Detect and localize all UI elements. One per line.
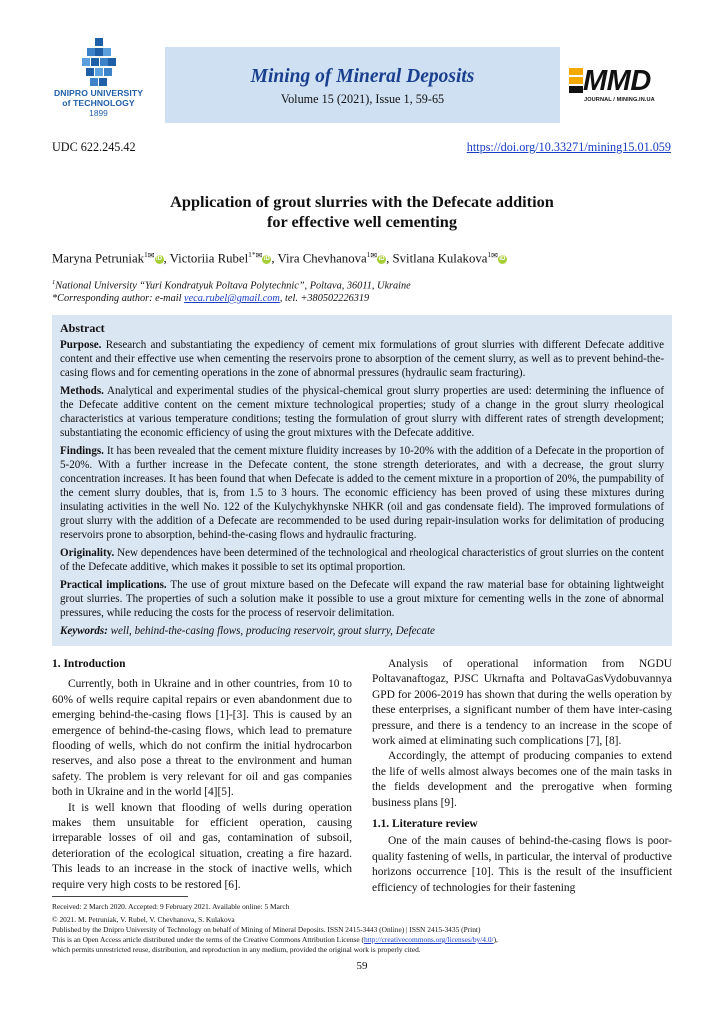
abstract-purpose-label: Purpose. [60,339,102,351]
body-column-right [372,657,672,896]
abstract-keywords [60,624,664,638]
abstract-findings [60,444,664,542]
university-name-line1: DNIPRO UNIVERSITY [53,88,144,98]
mmd-logo-text: MMD [583,65,651,97]
article-title-line2: for effective well cementing [266,212,457,231]
article-title [52,192,672,232]
abstract-methods [60,384,664,440]
author-list [52,250,507,266]
license-link[interactable]: http://creativecommons.org/licenses/by/4.0/ [363,935,494,944]
article-title-line1: Application of grout slurries with the Defecate addition [170,192,554,211]
author-name[interactable]: Maryna Petruniak [52,251,145,266]
corresponding-email-link[interactable]: veca.rubel@gmail.com [184,293,280,304]
abstract-methods-text: Analytical and experimental studies of the physical-chemical grout slurry properties are used: determining the influence of the Defecate additive content on the cement mixture technological properties; study of a change in the grout slurry rheological characteristics at various temperature conditions; testing the formulation of grout slurry with different rates of strength development; substantiating the economic efficiency of using the grout mixtures with the Defecate additive. [60,385,664,439]
abstract-practical-text: The use of grout mixture based on the Defecate will expand the raw material base for obtaining lightweight grout slurries. The properties of such a solution make it possible to use a grout mixture for cementing wells in the zone of abnormal pressures, while reducing the costs for the process of reservoir delimitation. [60,579,664,619]
author-separator: , [271,251,278,266]
body-column-left [52,657,352,893]
envelope-icon[interactable]: ✉ [491,251,498,261]
keywords-text: well, behind-the-casing flows, producing reservoir, grout slurry, Defecate [107,625,435,637]
abstract-purpose-text: Research and substantiating the expediency of cement mix formulations of grout slurries with different Defecate additive content and their effective use when cementing the reservoirs prone to absorption of the cement slurry, as well as to prevent behind-the-casing flows and for cementing operations in the zone of abnormal pressures (hydraulic seam fracturing). [60,339,664,379]
author-name[interactable]: Svitlana Kulakova [392,251,488,266]
body-paragraph: It is well known that flooding of wells during operation makes them unsuitable for efficient operation, causing irreparable losses of oil and gas, contamination of subsoil, deterioration of the ecological situation, creating a fire hazard. This leads to an increase in the stock of inactive wells, which require very high costs to be restored [6]. [52,801,352,891]
footnote-copyright: © 2021. M. Petruniak, V. Rubel, V. Chevhanova, S. Kulakova [52,915,235,924]
affiliation-sup: 1 [52,279,56,286]
abstract-originality [60,546,664,574]
envelope-icon[interactable]: ✉ [147,251,155,261]
orcid-icon[interactable]: iD [156,256,162,263]
abstract-practical [60,578,664,620]
abstract-practical-label: Practical implications. [60,579,167,591]
abstract-heading: Abstract [60,321,105,335]
author-separator: , [386,251,393,266]
abstract-methods-label: Methods. [60,385,104,397]
corresponding-suffix: , tel. +380502226319 [279,293,370,304]
footnote-permits: which permits unrestricted reuse, distribution, and reproduction in any medium, provided the original work is properly cited. [52,945,421,954]
body-paragraph: Accordingly, the attempt of producing companies to extend the life of wells almost always becomes one of the main tasks in the fields development and the prerogative when forming business plans [9]. [372,750,672,809]
author-affil-sup: 1 [144,250,148,259]
footnote-published: Published by the Dnipro University of Technology on behalf of Mining of Mineral Deposits. ISSN 2415-3443 (Online) | ISSN 2415-3435 (Print) [52,925,481,934]
mmd-logo [569,66,669,103]
abstract-findings-text: It has been revealed that the cement mixture fluidity increases by 10-20% with the addition of a Defecate in the proportion of 5-20%. With a further increase in the Defecate content, the stone strength deteriorates, and with a decrease, the grout slurry concentration increases. It has been found that when Defecate is added to the cement mixture in a proportion of 20%, the pumpability of the cement slurry doubles, that is, from 1.5 to 3 hours. The economic efficiency has been proved of using these mixtures during insulating activities in the well No. 122 of the Kulychykhynske NHKR (oil and gas condensate field). The improved formulations of grout slurry with the addition of a Defecate are recommended to be used during repair-insulation works for delimitation of producing reservoirs prone to absorption, behind-the-casing flows and hydraulic fracturing. [60,445,664,541]
footnote-license [52,935,498,945]
envelope-icon[interactable]: ✉ [370,251,378,261]
footnote-received: Received: 2 March 2020. Accepted: 9 February 2021. Available online: 5 March [52,902,290,911]
udc-code: UDC 622.245.42 [52,140,136,154]
envelope-icon[interactable]: ✉ [255,251,263,261]
affiliation-text: National University “Yuri Kondratyuk Poltava Polytechnic”, Poltava, 36011, Ukraine [55,280,411,292]
section-heading-literature-review: 1.1. Literature review [372,818,478,831]
mmd-emblem-icon [569,68,583,94]
journal-title: Mining of Mineral Deposits [250,66,475,87]
abstract-findings-label: Findings. [60,445,104,457]
body-paragraph: Analysis of operational information from NGDU Poltavanaftogaz, PJSC Ukrnafta and PoltavaGasVydobuvannya GPD for 2006-2019 has shown that during the wells operation by these enterprises, a significant number of them have inter-casing pressure, and there is a tendency to an increase in the scope of work aimed at eliminating such complications [7], [8]. [372,658,672,748]
page-number: 59 [356,960,368,972]
orcid-icon[interactable]: iD [378,256,385,263]
university-name-line2: of TECHNOLOGY [62,98,135,108]
affiliation [52,276,411,292]
license-suffix: ), [493,935,498,944]
author-separator: , [163,251,170,266]
author-affil-sup: 1* [248,250,256,259]
body-paragraph: Currently, both in Ukraine and in other countries, from 10 to 60% of wells require capital repairs or even abandonment due to emerging behind-the-casing flows [1]-[3]. This is caused by an emergence of behind-the-casing flows, which lead to premature flooding of wells, which do not confirm the initial hydrocarbon reserves, and also pose a threat to the environment and human safety. The problem is very relevant for oil and gas companies both in Ukraine and in the world [4][5]. [52,678,352,799]
journal-issue: Volume 15 (2021), Issue 1, 59-65 [280,92,445,106]
abstract-purpose [60,338,664,380]
section-heading-introduction: 1. Introduction [52,658,126,670]
corresponding-prefix: *Corresponding author: e-mail [52,293,185,304]
author-affil-sup: 1 [366,250,371,259]
doi-link[interactable]: https://doi.org/10.33271/mining15.01.059 [466,140,671,154]
journal-header-band [165,47,560,123]
body-paragraph: One of the main causes of behind-the-casing flows is poor-quality fastening of wells, in particular, the interval of productive horizons occurrence [10]. This is the result of the insufficient efficiency of technologies for their fastening [372,835,672,894]
abstract-box [52,315,672,646]
orcid-icon[interactable]: iD [263,256,270,263]
mmd-logo-subtitle: JOURNAL / MINING.IN.UA [584,97,655,103]
university-year: 1899 [89,108,108,118]
keywords-label: Keywords: [60,625,108,637]
university-logo [36,38,161,118]
abstract-originality-label: Originality. [60,547,115,559]
abstract-originality-text: New dependences have been determined of the technological and rheological characteristics of grout slurries on the content of the Defecate additive, which makes it possible to set its optimal proportion. [60,547,664,573]
corresponding-author [52,292,369,305]
author-name[interactable]: Victoriia Rubel [169,251,249,266]
author-affil-sup: 1 [487,250,492,259]
license-prefix: This is an Open Access article distributed under the terms of the Creative Commons Attribution License ( [52,935,364,944]
footnote-divider [52,896,188,897]
orcid-icon[interactable]: iD [499,256,506,263]
university-emblem-icon [82,38,116,88]
author-name[interactable]: Vira Chevhanova [277,251,367,266]
